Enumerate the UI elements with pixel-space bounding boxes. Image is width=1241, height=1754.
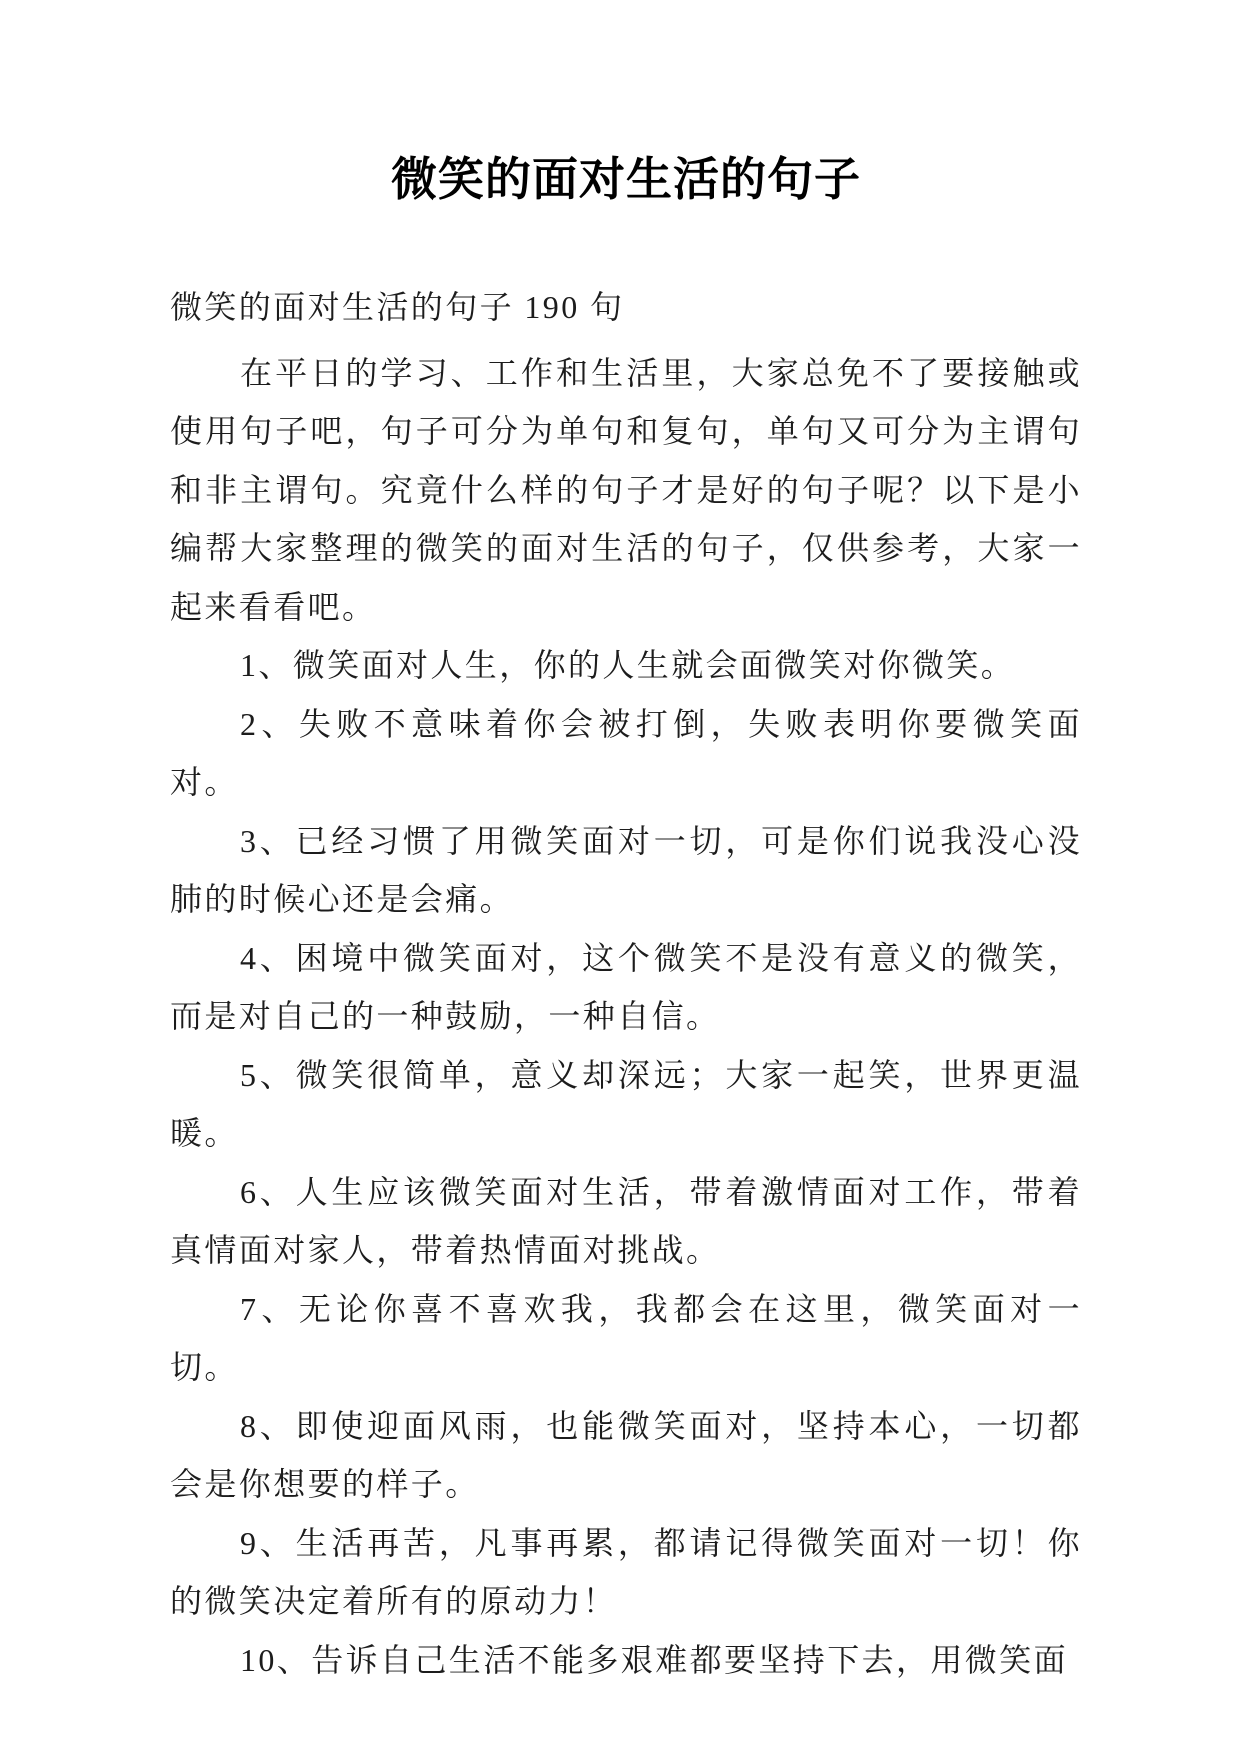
paragraph: 6、人生应该微笑面对生活，带着激情面对工作，带着真情面对家人，带着热情面对挑战。 <box>170 1173 1082 1268</box>
paragraph: 10、告诉自己生活不能多艰难都要坚持下去，用微笑面 <box>240 1641 1069 1678</box>
paragraph: 5、微笑很简单，意义却深远；大家一起笑，世界更温暖。 <box>170 1056 1082 1151</box>
paragraph: 1、微笑面对人生，你的人生就会面微笑对你微笑。 <box>240 647 1016 683</box>
paragraph: 微笑的面对生活的句子 190 句 <box>170 289 625 325</box>
paragraph: 在平日的学习、工作和生活里，大家总免不了要接触或使用句子吧，句子可分为单句和复句，单句又可分为主谓句和非主谓句。究竟什么样的句子才是好的句子呢？以下是小编帮大家整理的微笑的面对生活的句子，仅供参考，大家一起来看看吧。 <box>170 354 1082 625</box>
document-title: 微笑的面对生活的句子 <box>391 154 861 205</box>
document-body <box>170 278 1082 1689</box>
paragraph: 7、无论你喜不喜欢我，我都会在这里，微笑面对一切。 <box>170 1290 1082 1385</box>
paragraph: 4、困境中微笑面对，这个微笑不是没有意义的微笑，而是对自己的一种鼓励，一种自信。 <box>170 939 1082 1034</box>
paragraph: 3、已经习惯了用微笑面对一切，可是你们说我没心没肺的时候心还是会痛。 <box>170 822 1082 917</box>
paragraph: 8、即使迎面风雨，也能微笑面对，坚持本心，一切都会是你想要的样子。 <box>170 1407 1082 1502</box>
paragraph: 9、生活再苦，凡事再累，都请记得微笑面对一切！你的微笑决定着所有的原动力！ <box>170 1524 1082 1619</box>
paragraph: 2、失败不意味着你会被打倒，失败表明你要微笑面对。 <box>170 705 1082 800</box>
